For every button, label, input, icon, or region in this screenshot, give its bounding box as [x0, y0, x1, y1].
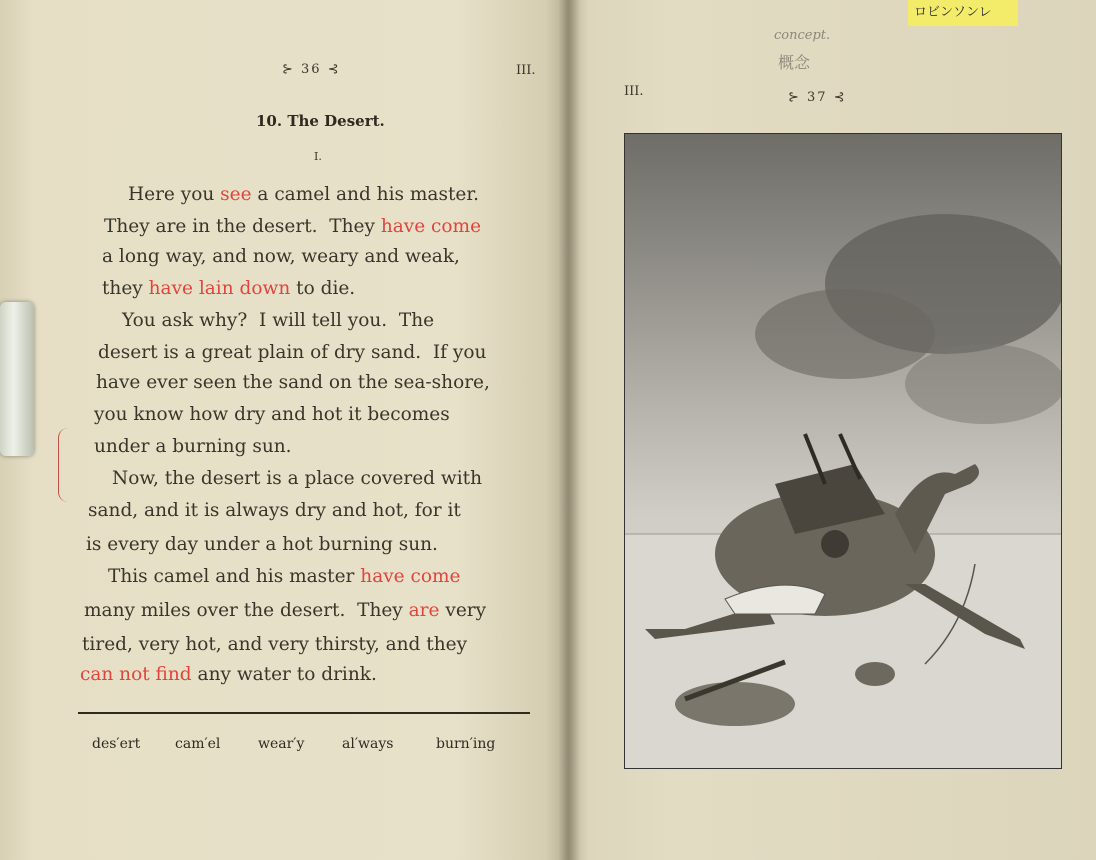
- text-line: [102, 246, 460, 267]
- highlighted-phrase: have come: [360, 566, 461, 587]
- vocab-word-5: burn′ing: [436, 736, 496, 752]
- text-segment: They are in the desert. They: [104, 216, 381, 237]
- text-segment: very: [439, 600, 487, 621]
- text-line: [80, 664, 377, 685]
- vocab-word-4: al′ways: [342, 736, 394, 752]
- text-line: [108, 566, 461, 587]
- text-line: [86, 534, 438, 555]
- text-line: [104, 216, 481, 237]
- text-segment: any water to drink.: [191, 664, 377, 685]
- text-line: [122, 310, 434, 331]
- section-number: I.: [314, 150, 322, 163]
- running-head-right: III.: [624, 84, 644, 99]
- glass-paperweight: [0, 302, 34, 456]
- text-segment: Now, the desert is a place covered with: [112, 468, 482, 489]
- page-number-right: ⊱ 37 ⊰: [788, 90, 847, 105]
- highlighted-phrase: have lain down: [148, 278, 291, 299]
- running-head-left: III.: [516, 63, 536, 78]
- camel-illustration: [624, 133, 1062, 769]
- vocab-word-1: des′ert: [92, 736, 141, 752]
- page-number-left-text: 36: [301, 62, 322, 77]
- highlighted-phrase: have come: [380, 216, 482, 237]
- vocab-word-2: cam′el: [175, 736, 221, 752]
- handwritten-kanji-note: 概念: [778, 53, 811, 72]
- text-line: [84, 600, 486, 621]
- text-segment: You ask why? I will tell you. The: [122, 310, 435, 331]
- book-gutter: [558, 0, 580, 860]
- divider-rule: [78, 712, 530, 714]
- page-number-left: ⊱ 36 ⊰: [282, 62, 341, 77]
- text-segment: sand, and it is always dry and hot, for it: [88, 500, 461, 521]
- page-number-right-text: 37: [807, 90, 828, 105]
- lesson-title: 10. The Desert.: [256, 112, 385, 130]
- illustration-drawing: [625, 134, 1061, 768]
- text-segment: tired, very hot, and very thirsty, and they: [82, 634, 468, 655]
- highlighted-phrase: are: [408, 600, 440, 621]
- highlighted-phrase: see: [220, 184, 252, 205]
- sticky-note-tab: ロビンソンレ: [908, 0, 1018, 26]
- text-line: [94, 436, 292, 457]
- text-segment: a camel and his master.: [251, 184, 480, 205]
- text-line: [98, 342, 486, 363]
- text-segment: they: [102, 278, 149, 299]
- text-segment: desert is a great plain of dry sand. If you: [98, 342, 487, 363]
- highlighted-phrase: can not find: [80, 664, 192, 685]
- text-line: [82, 634, 467, 655]
- handwritten-note: concept.: [774, 28, 831, 43]
- text-segment: many miles over the desert. They: [84, 600, 409, 621]
- text-segment: This camel and his master: [108, 566, 361, 587]
- text-line: [88, 500, 461, 521]
- text-segment: you know how dry and hot it becomes: [94, 404, 450, 425]
- text-line: [128, 184, 479, 205]
- text-segment: is every day under a hot burning sun.: [86, 534, 438, 555]
- text-line: [112, 468, 482, 489]
- vocab-word-3: wear′y: [258, 736, 305, 752]
- text-segment: under a burning sun.: [94, 436, 292, 457]
- text-line: [96, 372, 490, 393]
- text-segment: a long way, and now, weary and weak,: [102, 246, 460, 267]
- text-line: [94, 404, 450, 425]
- text-segment: to die.: [290, 278, 356, 299]
- text-segment: have ever seen the sand on the sea-shore,: [96, 372, 490, 393]
- pencil-bracket-mark: [58, 428, 73, 502]
- text-line: [102, 278, 355, 299]
- text-segment: Here you: [128, 184, 221, 205]
